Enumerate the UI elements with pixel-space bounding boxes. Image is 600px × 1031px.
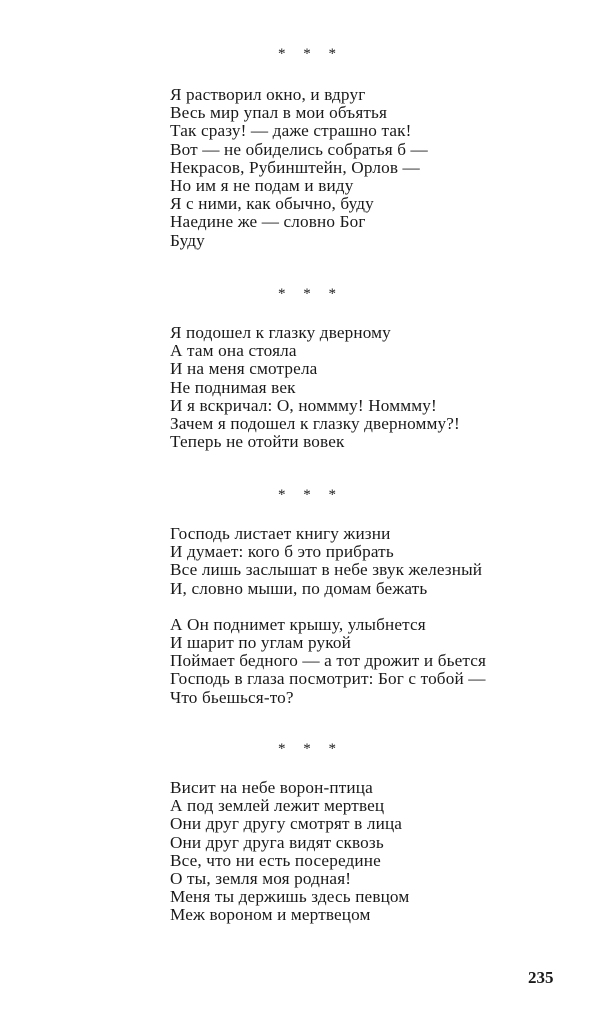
poem-line: И, словно мыши, по домам бежать: [170, 578, 428, 598]
poem-line: Но им я не подам и виду: [170, 176, 354, 196]
poem-line: О ты, земля моя родная!: [170, 869, 352, 889]
poem-line: А там она стояла: [170, 341, 297, 361]
poem-line: Весь мир упал в мои объятья: [170, 103, 388, 123]
poem-line: Зачем я подошел к глазку дверномму?!: [170, 414, 460, 434]
separator-stars-3: * * *: [278, 487, 343, 503]
page-number: 235: [528, 968, 554, 987]
poem-line: Я с ними, как обычно, буду: [170, 194, 374, 214]
poem-line: Они друг другу смотрят в лица: [170, 814, 403, 834]
poem-line: Теперь не отойти вовек: [170, 432, 345, 452]
poem-line: Некрасов, Рубинштейн, Орлов —: [170, 157, 420, 177]
poem-line: Не поднимая век: [170, 377, 296, 397]
stanza-gap: [170, 598, 570, 616]
poem-line: Господь в глаза посмотрит: Бог с тобой —: [170, 669, 486, 689]
poem-3: [170, 525, 570, 707]
separator-stars-4: * * *: [278, 741, 343, 757]
poem-line: Так сразу! — даже страшно так!: [170, 121, 412, 141]
poem-line: Все, что ни есть посередине: [170, 850, 381, 870]
poem-line: Висит на небе ворон-птица: [170, 778, 373, 797]
poem-line: Поймает бедного — а тот дрожит и бьется: [170, 651, 487, 671]
poem-line: Я растворил окно, и вдруг: [170, 85, 366, 104]
poem-line: Буду: [170, 230, 205, 250]
poem-line: Наедине же — словно Бог: [170, 212, 366, 232]
poem-line: Они друг друга видят сквозь: [170, 832, 384, 852]
poem-line: Я подошел к глазку дверному: [170, 323, 391, 342]
poem-line: Все лишь заслышат в небе звук железный: [170, 560, 483, 580]
poem-2: [170, 324, 570, 451]
poem-line: Вот — не обиделись собратья б —: [170, 139, 428, 159]
poem-line: Меж вороном и мертвецом: [170, 905, 371, 925]
poem-1: [170, 86, 570, 250]
poem-line: И на меня смотрела: [170, 359, 318, 379]
separator-stars-2: * * *: [278, 286, 343, 302]
poem-line: А под землей лежит мертвец: [170, 796, 385, 816]
poem-line: И я вскричал: О, номмму! Номмму!: [170, 395, 437, 415]
poem-line: А Он поднимет крышу, улыбнется: [170, 614, 426, 634]
poem-line: Меня ты держишь здесь певцом: [170, 887, 410, 907]
poem-line: Что бьешься-то?: [170, 687, 294, 707]
separator-stars-1: * * *: [278, 46, 343, 62]
poem-line: Господь листает книгу жизни: [170, 524, 391, 543]
poem-line: И думает: кого б это прибрать: [170, 542, 394, 562]
poem-4: [170, 779, 570, 925]
poem-line: И шарит по углам рукой: [170, 633, 351, 653]
